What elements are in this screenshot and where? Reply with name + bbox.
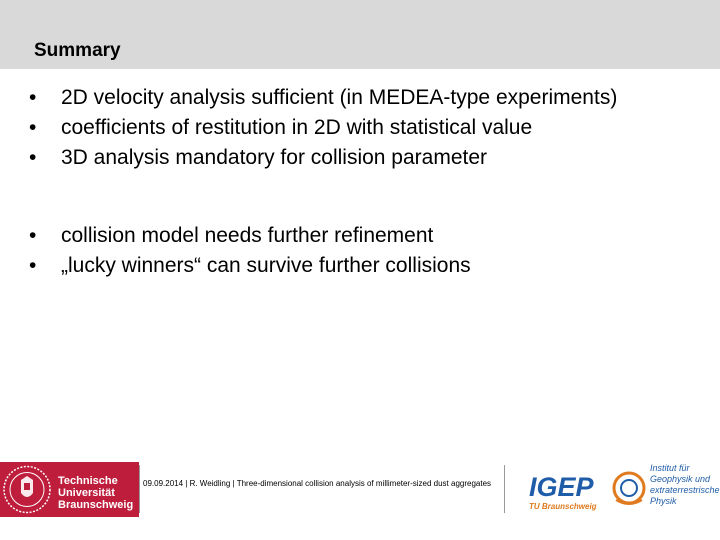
tu-seal-icon	[0, 462, 139, 517]
list-item: • 3D analysis mandatory for collision parameter	[26, 143, 617, 173]
igep-logo	[524, 458, 720, 518]
footer-divider	[504, 465, 505, 513]
svg-text:Physik: Physik	[650, 496, 677, 506]
bullet-list-secondary	[26, 221, 471, 281]
bullet-icon: •	[29, 146, 37, 169]
bullet-icon: •	[29, 86, 37, 109]
tu-braunschweig-logo	[0, 462, 139, 517]
svg-text:Geophysik und: Geophysik und	[650, 474, 711, 484]
slide-title: Summary	[34, 40, 121, 61]
svg-text:Braunschweig: Braunschweig	[58, 499, 134, 511]
svg-text:Universität: Universität	[58, 487, 115, 499]
igep-logo-icon	[524, 458, 720, 518]
svg-text:IGEP: IGEP	[529, 472, 594, 502]
list-item: • coefficients of restitution in 2D with statistical value	[26, 113, 617, 143]
bullet-list-main	[26, 83, 617, 173]
svg-text:Institut für: Institut für	[650, 463, 690, 473]
svg-text:Technische: Technische	[58, 475, 118, 487]
list-item: • „lucky winners“ can survive further collisions	[26, 251, 471, 281]
svg-text:TU Braunschweig: TU Braunschweig	[529, 502, 597, 511]
footer-divider	[139, 465, 140, 513]
bullet-icon: •	[29, 116, 37, 139]
list-item: • 2D velocity analysis sufficient (in MEDEA-type experiments)	[26, 83, 617, 113]
footer-citation: 09.09.2014 | R. Weidling | Three-dimensional collision analysis of millimeter-sized dust aggregates	[143, 479, 492, 488]
bullet-icon: •	[29, 254, 37, 277]
list-item: • collision model needs further refinement	[26, 221, 471, 251]
bullet-icon: •	[29, 224, 37, 247]
svg-text:extraterrestrische: extraterrestrische	[650, 485, 720, 495]
